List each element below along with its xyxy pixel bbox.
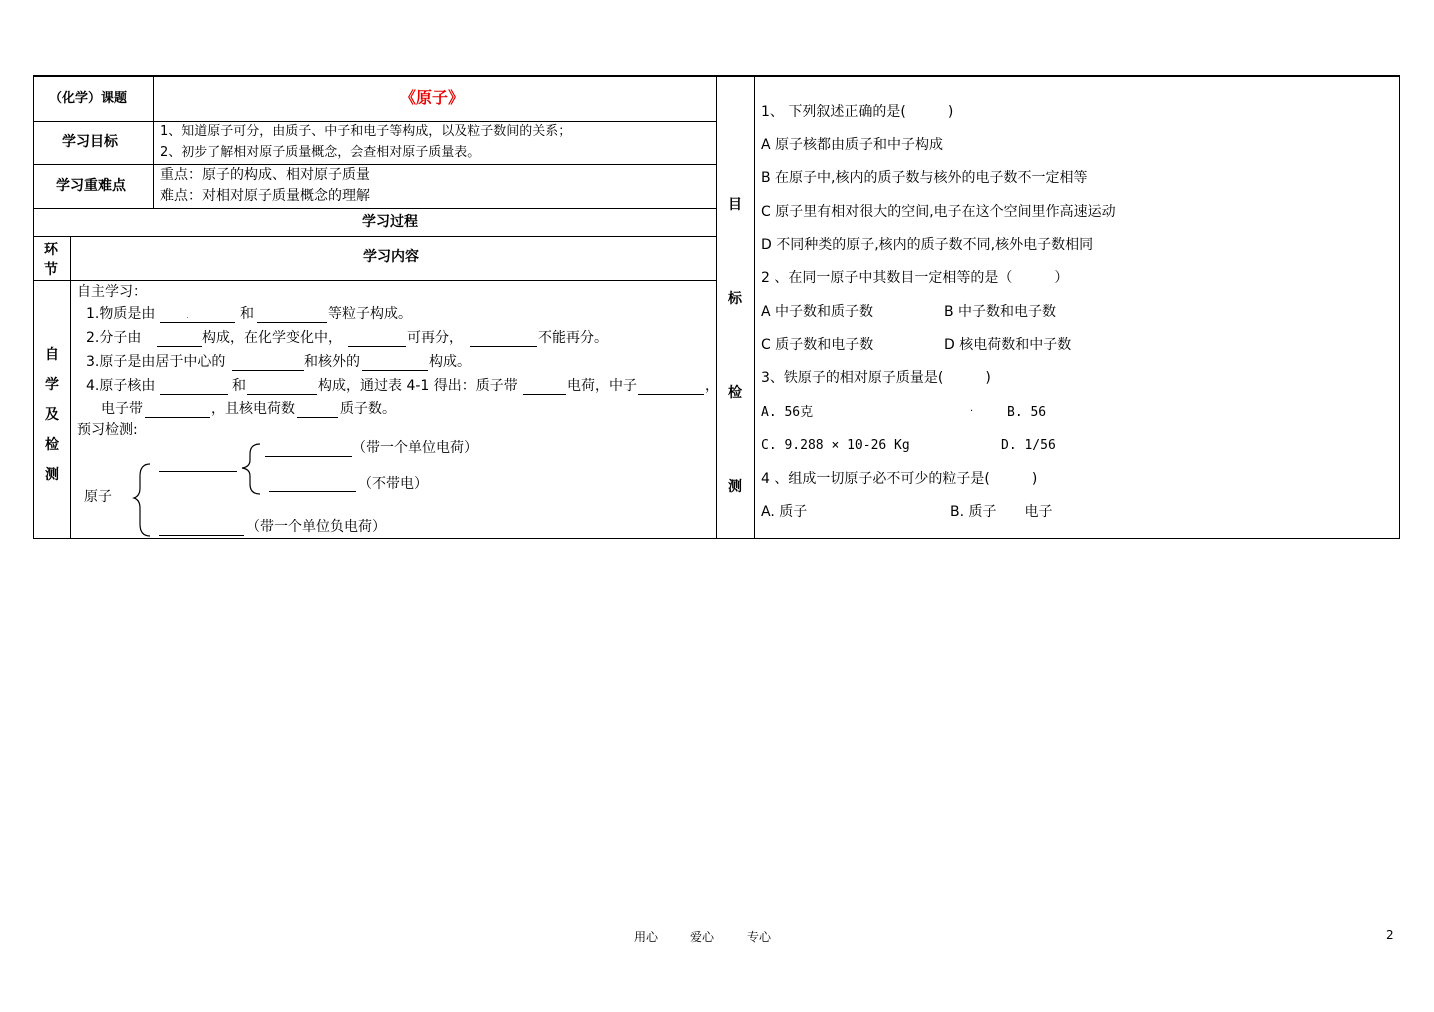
q3-text: 构成。 <box>429 354 471 370</box>
q4-text: 构成，通过表 4-1 得出：质子带 <box>318 378 518 394</box>
atom-label: 原子 <box>84 489 112 505</box>
q4-text: 4.原子核由 <box>86 378 156 394</box>
option[interactable]: C 质子数和电子数 <box>761 337 874 353</box>
q4-blank-3[interactable] <box>523 394 566 395</box>
page-number: 2 <box>1386 928 1394 942</box>
option[interactable]: A. 56克 <box>761 405 814 420</box>
q4-text: 电子带 <box>101 401 143 417</box>
q1-text: 1.物质是由 <box>86 306 156 322</box>
q1-blank-1[interactable] <box>160 322 235 323</box>
difficult-point: 难点：对相对原子质量概念的理解 <box>160 188 370 204</box>
option[interactable]: D 不同种类的原子,核内的质子数不同,核外电子数相同 <box>761 237 1094 253</box>
q3-text: 和核外的 <box>304 354 360 370</box>
q1-text: 等粒子构成。 <box>328 306 412 322</box>
process-title: 学习过程 <box>362 214 418 230</box>
q2-text: 2.分子由 <box>86 330 142 346</box>
q1-blank-2[interactable] <box>257 322 327 323</box>
objective-item: 2、初步了解相对原子质量概念，会查相对原子质量表。 <box>160 145 481 160</box>
q4-text: ，且核电荷数 <box>211 401 295 417</box>
objectives-label: 学习目标 <box>62 134 118 150</box>
nucleus-blank[interactable] <box>159 471 237 472</box>
option[interactable]: A 原子核都由质子和中子构成 <box>761 137 944 153</box>
question-stem: 3、铁原子的相对原子质量是( ) <box>761 370 991 386</box>
q2-blank-3[interactable] <box>470 346 537 347</box>
q4-text: 电荷，中子 <box>567 378 637 394</box>
question-stem: 2 、在同一原子中其数目一定相等的是（ ） <box>761 270 1069 286</box>
option[interactable]: C. 9.288 × 10-26 Kg <box>761 438 910 453</box>
target-test-label: 目标检测 <box>728 197 742 495</box>
lesson-title: 《原子》 <box>400 88 465 107</box>
q2-text: 构成，在化学变化中， <box>202 330 342 346</box>
footer-motto-item: 用心 <box>634 930 659 944</box>
neutron-blank[interactable] <box>269 491 356 492</box>
q4-blank-2[interactable] <box>247 394 317 395</box>
key-point: 重点：原子的构成、相对原子质量 <box>160 167 370 183</box>
footer-motto-item: 专心 <box>747 930 772 944</box>
q3-blank-1[interactable] <box>232 370 304 371</box>
option[interactable]: B. 质子 电子 <box>950 504 1053 520</box>
footer-motto-item: 爱心 <box>690 930 715 944</box>
electron-blank[interactable] <box>159 535 244 536</box>
objective-item: 1、知道原子可分，由质子、中子和电子等构成，以及粒子数间的关系； <box>160 124 572 139</box>
self-study-title: 自主学习： <box>77 284 147 300</box>
q2-text: 不能再分。 <box>538 330 608 346</box>
question-stem: 4 、组成一切原子必不可少的粒子是( ) <box>761 471 1038 487</box>
option[interactable]: A 中子数和质子数 <box>761 304 874 320</box>
note-negative: （带一个单位负电荷） <box>246 519 386 535</box>
preview-title: 预习检测: <box>77 422 138 438</box>
mark-dot: . <box>970 403 974 414</box>
option[interactable]: A. 质子 <box>761 504 808 520</box>
q4-text: 和 <box>232 378 246 394</box>
option[interactable]: B 在原子中,核内的质子数与核外的电子数不一定相等 <box>761 170 1088 186</box>
q4-text: 质子数。 <box>340 401 396 417</box>
q4-blank-5[interactable] <box>145 417 210 418</box>
q4-blank-4[interactable] <box>638 394 704 395</box>
content-header: 学习内容 <box>363 249 419 265</box>
q4-text: ， <box>705 378 719 394</box>
q4-blank-1[interactable] <box>160 394 228 395</box>
q3-text: 3.原子是由居于中心的 <box>86 354 226 370</box>
option[interactable]: C 原子里有相对很大的空间,电子在这个空间里作高速运动 <box>761 204 1116 220</box>
option[interactable]: B. 56 <box>1007 405 1047 420</box>
subject-label: （化学）课题 <box>49 91 128 106</box>
stage-name: 自学及检测 <box>45 347 59 483</box>
question-stem: 1、 下列叙述正确的是( ) <box>761 104 954 120</box>
option[interactable]: D. 1/56 <box>1001 438 1056 453</box>
q2-text: 可再分， <box>407 330 463 346</box>
option[interactable]: B 中子数和电子数 <box>944 304 1057 320</box>
proton-blank[interactable] <box>265 456 352 457</box>
q2-blank-2[interactable] <box>348 346 406 347</box>
q4-blank-6[interactable] <box>297 417 338 418</box>
stage-header: 环节 <box>44 242 58 278</box>
note-positive: （带一个单位电荷） <box>352 440 478 456</box>
key-points-label: 学习重难点 <box>56 178 126 194</box>
q2-blank-1[interactable] <box>157 346 202 347</box>
note-neutral: （不带电） <box>358 476 428 492</box>
mark-dot: . <box>186 311 189 321</box>
option[interactable]: D 核电荷数和中子数 <box>944 337 1072 353</box>
q1-text: 和 <box>240 306 254 322</box>
q3-blank-2[interactable] <box>362 370 428 371</box>
